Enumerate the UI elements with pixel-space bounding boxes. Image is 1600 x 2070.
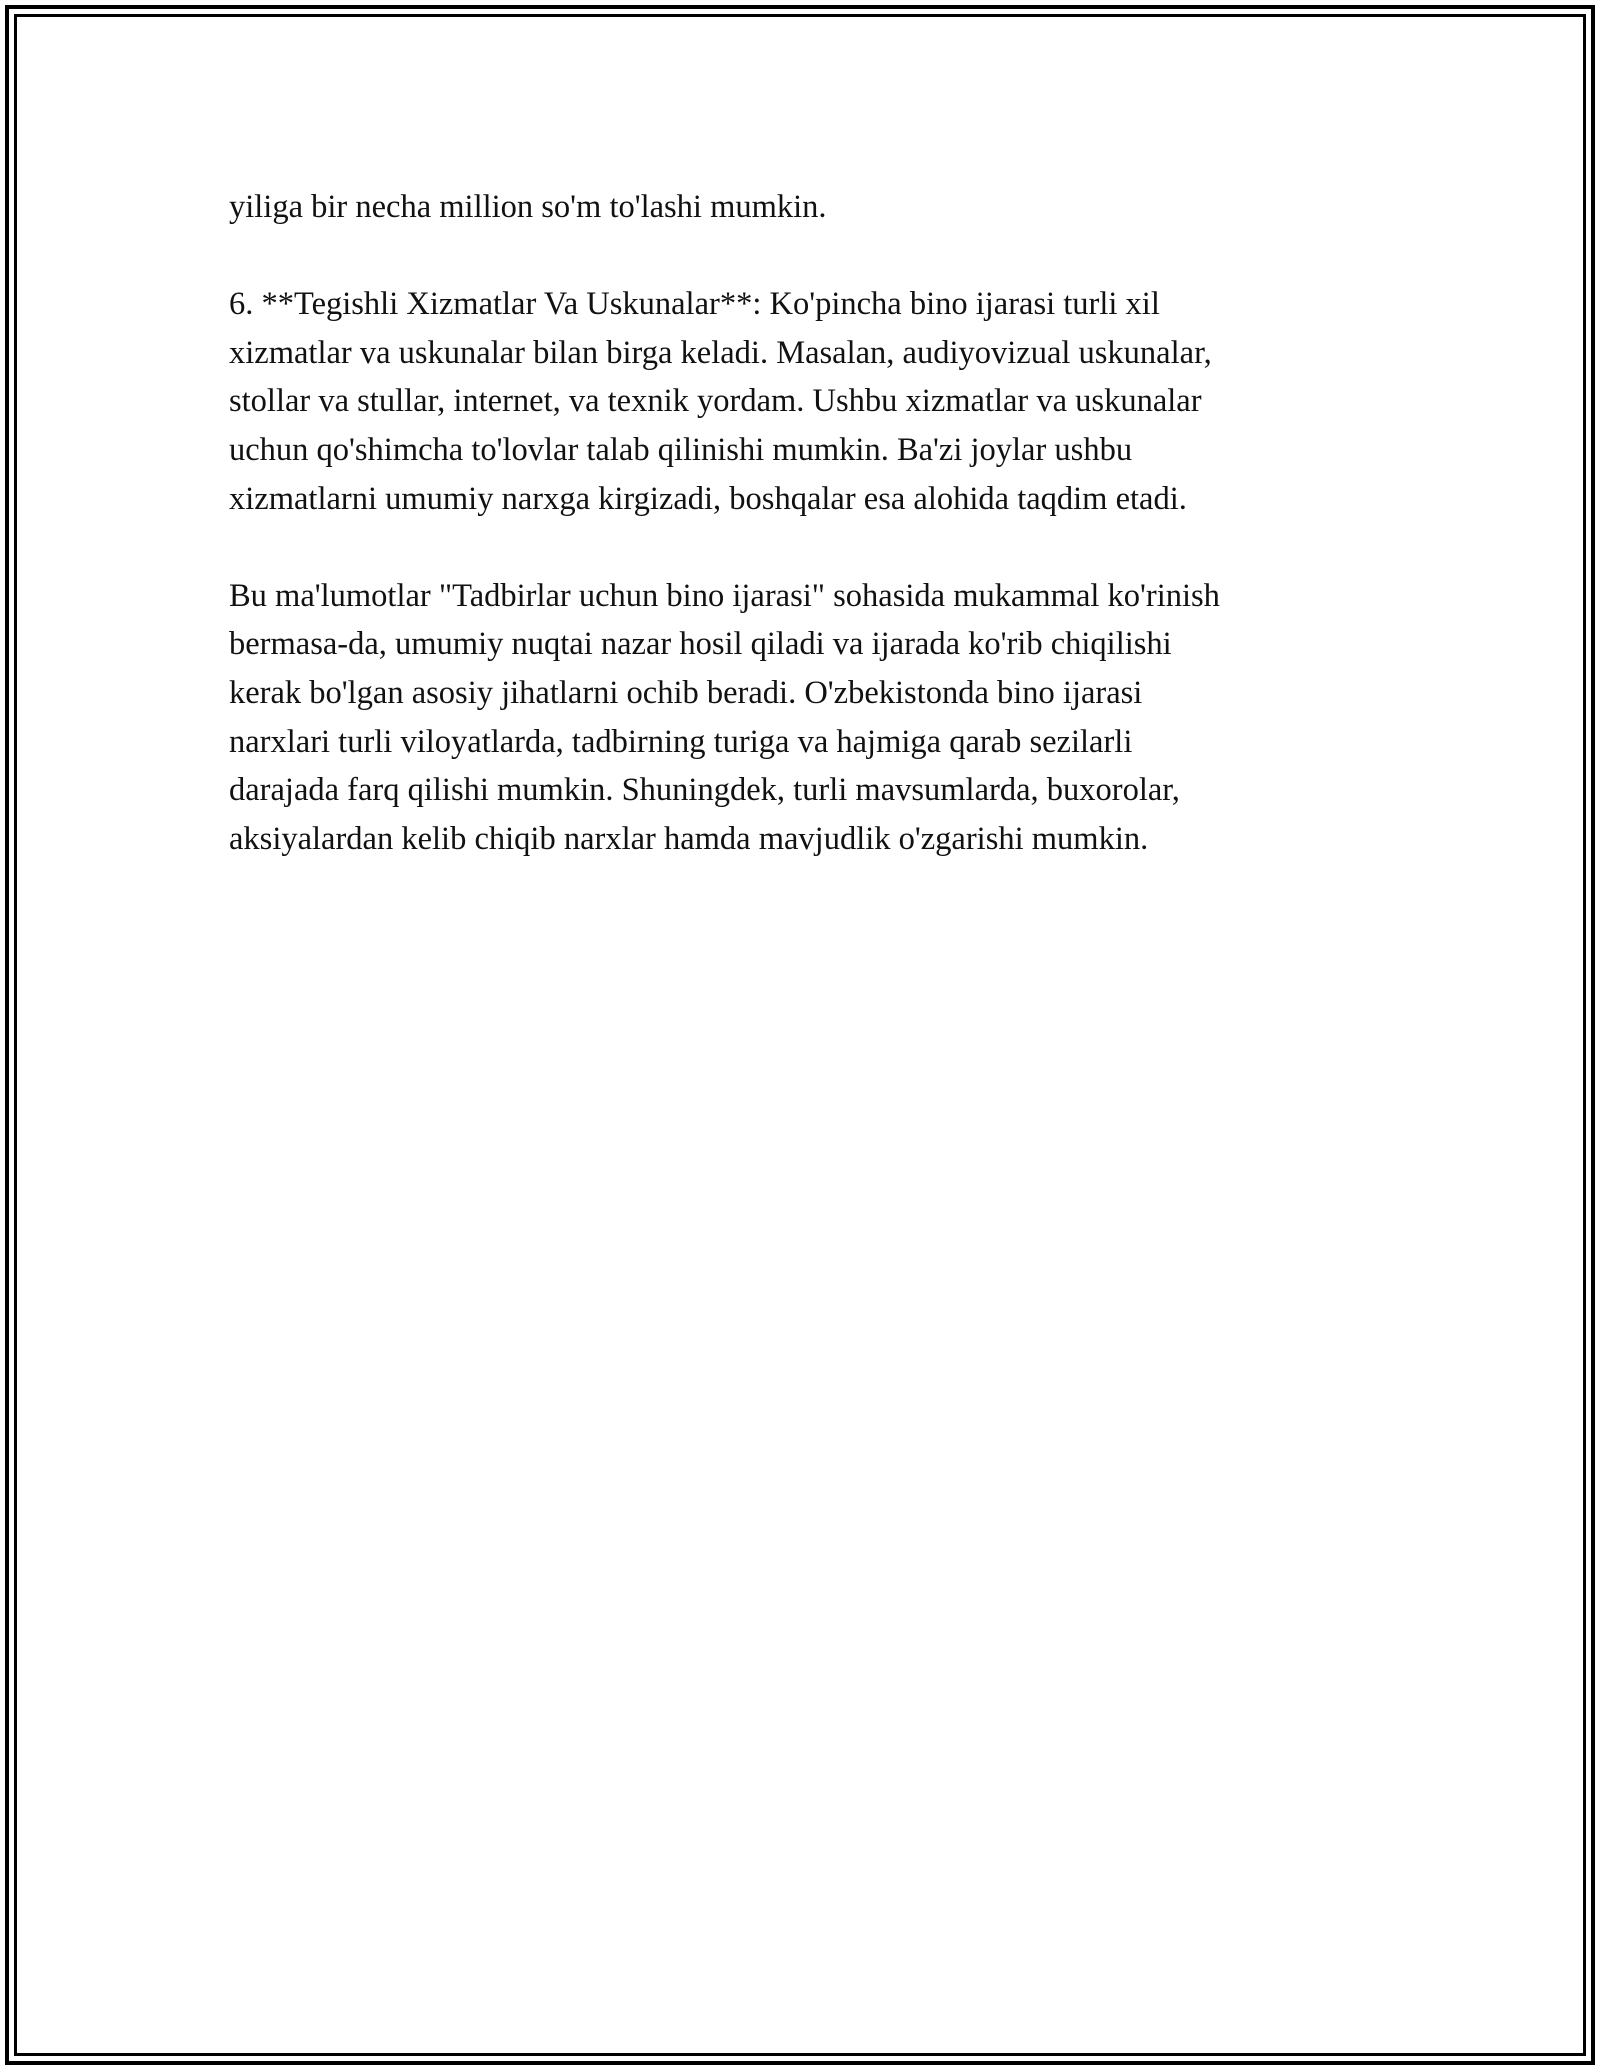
paragraph-services-equipment: 6. **Tegishli Xizmatlar Va Uskunalar**: Ko'pincha bino ijarasi turli xil xizmatlar va uskunalar bilan birga keladi. Masalan, audiyovizual uskunalar, stollar va stullar, internet, va texnik yordam. Ushbu xizmatlar va uskunalar uchun qo'shimcha to'lovlar talab qilinishi mumkin. Ba'zi joylar ushbu xizmatlarni umumiy narxga kirgizadi, boshqalar esa alohida taqdim etadi. <box>229 286 1212 517</box>
paragraph-conclusion: Bu ma'lumotlar "Tadbirlar uchun bino ijarasi" sohasida mukammal ko'rinish bermasa-da, umumiy nuqtai nazar hosil qiladi va ijarada ko'rib chiqilishi kerak bo'lgan asosiy jihatlarni ochib beradi. O'zbekistonda bino ijarasi narxlari turli viloyatlarda, tadbirning turiga va hajmiga qarab sezilarli darajada farq qilishi mumkin. Shuningdek, turli mavsumlarda, buxorolar, aksiyalardan kelib chiqib narxlar hamda mavjudlik o'zgarishi mumkin. <box>229 577 1220 857</box>
paragraph-continuation: yiliga bir necha million so'm to'lashi mumkin. <box>229 189 827 225</box>
document-body <box>229 183 1409 912</box>
